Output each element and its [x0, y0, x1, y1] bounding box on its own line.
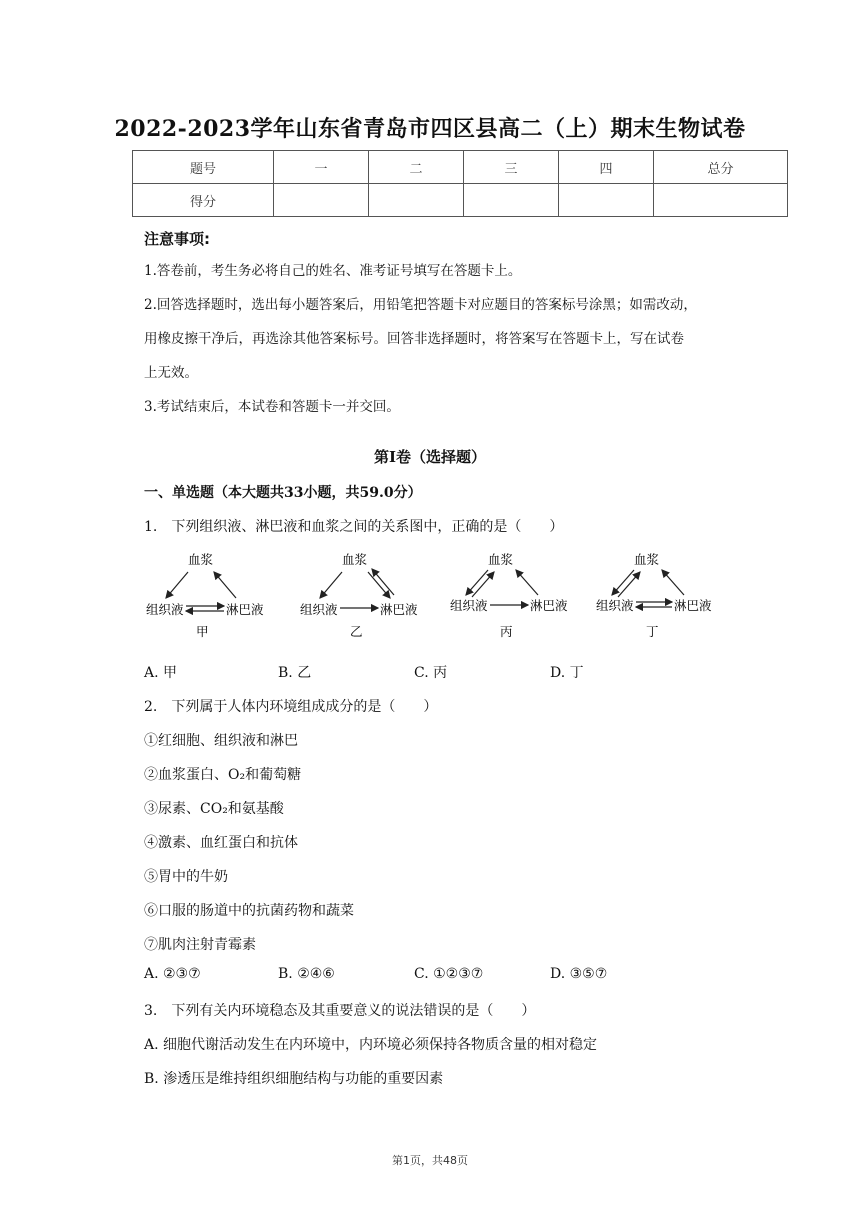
arrow	[662, 570, 684, 595]
diagram-lymph-label: 淋巴液	[674, 598, 712, 613]
q2-option-a: A. ②③⑦	[144, 966, 201, 982]
diagram-name: 乙	[350, 624, 363, 639]
score-table-score-row	[133, 184, 788, 217]
diagram-plasma-label: 血浆	[634, 552, 660, 567]
note-line: 2.回答选择题时，选出每小题答案后，用铅笔把答题卡对应题目的答案标号涂黑；如需改动，	[144, 297, 697, 313]
q2-option-b: B. ②④⑥	[278, 966, 335, 982]
note-line: 1.答卷前，考生务必将自己的姓名、准考证号填写在答题卡上。	[144, 263, 522, 279]
diagram-lymph-label: 淋巴液	[530, 598, 568, 613]
arrow	[368, 572, 390, 598]
q2-item: ④激素、血红蛋白和抗体	[144, 835, 298, 851]
q2-item: ⑥口服的肠道中的抗菌药物和蔬菜	[144, 903, 354, 919]
diagram-tissue-label: 组织液	[300, 602, 338, 617]
diagram-tissue-label: 组织液	[450, 598, 488, 613]
score-table	[132, 150, 788, 217]
diagram-name: 丁	[646, 624, 659, 639]
diagram-name: 丙	[500, 624, 513, 639]
score-cell	[274, 184, 369, 217]
score-cell	[559, 184, 654, 217]
q1-option-a: A. 甲	[144, 665, 178, 681]
arrow	[166, 572, 188, 598]
q2-item: ③尿素、CO₂和氨基酸	[144, 801, 284, 817]
score-header-cell: 总分	[654, 151, 788, 184]
section-title: 第Ⅰ卷（选择题）	[373, 448, 487, 466]
score-table-header-row	[133, 151, 788, 184]
q1-option-c: C. 丙	[414, 665, 448, 681]
score-cell	[654, 184, 788, 217]
score-header-cell: 四	[559, 151, 654, 184]
arrow	[214, 572, 236, 598]
diagram-jia	[144, 548, 284, 644]
note-line: 用橡皮擦干净后，再选涂其他答案标号。回答非选择题时，将答案写在答题卡上，写在试卷	[144, 331, 684, 347]
note-line: 3.考试结束后，本试卷和答题卡一并交回。	[144, 399, 400, 415]
score-cell	[464, 184, 559, 217]
diagram-lymph-label: 淋巴液	[226, 602, 264, 617]
diagram-bing	[448, 548, 588, 644]
diagram-plasma-label: 血浆	[342, 552, 368, 567]
q1-option-b: B. 乙	[278, 665, 312, 681]
q3-option-a: A. 细胞代谢活动发生在内环境中，内环境必须保持各物质含量的相对稳定	[144, 1037, 598, 1053]
score-header-cell: 一	[274, 151, 369, 184]
score-cell	[369, 184, 464, 217]
arrow	[516, 570, 538, 595]
page-footer: 第1页，共48页	[392, 1154, 468, 1167]
question-3-stem: 3. 下列有关内环境稳态及其重要意义的说法错误的是（ ）	[144, 1003, 536, 1019]
exam-title: 2022-2023学年山东省青岛市四区县高二（上）期末生物试卷	[114, 116, 746, 142]
diagram-name: 甲	[196, 624, 209, 639]
q2-option-c: C. ①②③⑦	[414, 966, 484, 982]
diagram-lymph-label: 淋巴液	[380, 602, 418, 617]
note-line: 上无效。	[144, 365, 198, 381]
diagram-plasma-label: 血浆	[488, 552, 514, 567]
q2-item: ⑦肌肉注射青霉素	[144, 937, 256, 953]
q2-item: ⑤胃中的牛奶	[144, 869, 228, 885]
question-2-stem: 2. 下列属于人体内环境组成成分的是（ ）	[144, 699, 438, 715]
q1-option-d: D. 丁	[550, 665, 584, 681]
q2-option-d: D. ③⑤⑦	[550, 966, 608, 982]
question-1-stem: 1. 下列组织液、淋巴液和血浆之间的关系图中，正确的是（ ）	[144, 519, 564, 535]
diagram-tissue-label: 组织液	[596, 598, 634, 613]
arrow	[372, 569, 394, 595]
q3-option-b: B. 渗透压是维持组织细胞结构与功能的重要因素	[144, 1071, 444, 1087]
q2-item: ②血浆蛋白、O₂和葡萄糖	[144, 767, 302, 783]
diagram-tissue-label: 组织液	[146, 602, 184, 617]
diagram-ding	[594, 548, 734, 644]
q2-item: ①红细胞、组织液和淋巴	[144, 733, 298, 749]
score-header-cell: 二	[369, 151, 464, 184]
score-header-cell: 题号	[133, 151, 274, 184]
arrow	[320, 572, 342, 598]
part-title: 一、单选题（本大题共33小题，共59.0分）	[144, 485, 422, 501]
diagram-plasma-label: 血浆	[188, 552, 214, 567]
notes-heading: 注意事项:	[144, 230, 210, 248]
score-row-label: 得分	[133, 184, 274, 217]
score-header-cell: 三	[464, 151, 559, 184]
diagram-yi	[298, 548, 438, 644]
